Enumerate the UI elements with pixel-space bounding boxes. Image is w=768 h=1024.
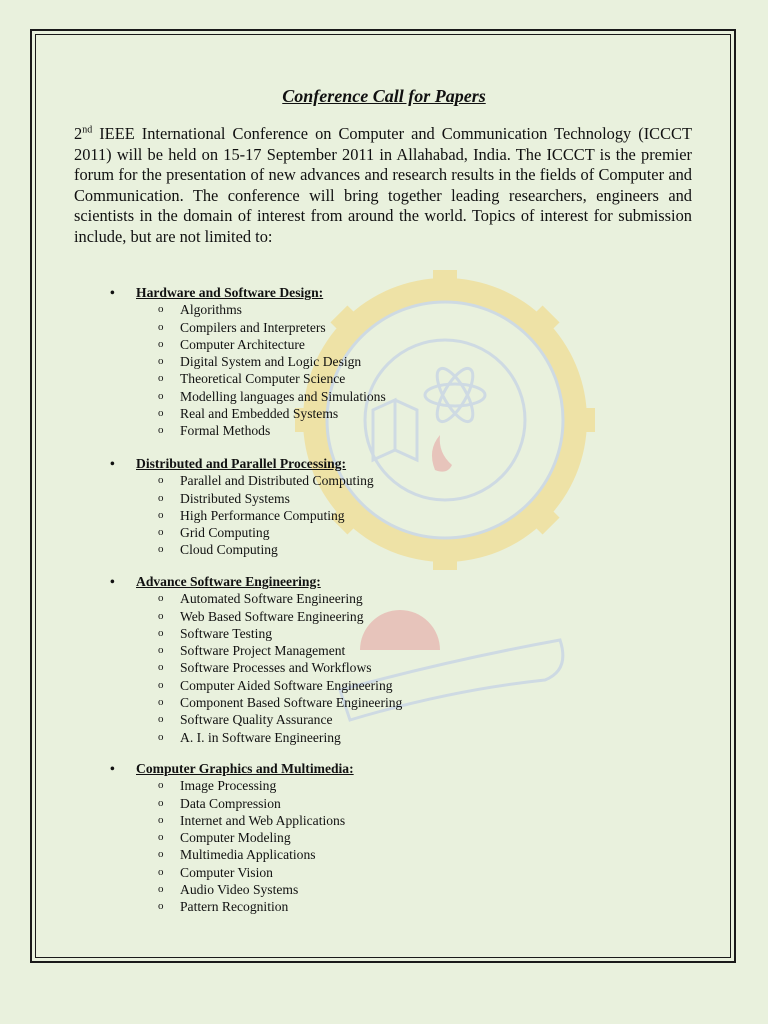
list-item: o Internet and Web Applications	[158, 812, 346, 828]
page-title: Conference Call for Papers	[282, 86, 486, 106]
list-item: o Computer Vision	[158, 864, 273, 880]
section-heading: • Distributed and Parallel Processing:	[110, 456, 347, 471]
list-item: o Algorithms	[158, 302, 242, 318]
bullet-icon: •	[110, 285, 115, 300]
section-software-engineering	[110, 573, 670, 746]
list-item: o Component Based Software Engineering	[158, 695, 403, 711]
list-item: o Grid Computing	[158, 525, 270, 541]
list-item: o Image Processing	[158, 778, 277, 794]
bullet-icon: •	[110, 574, 115, 589]
section-distributed-parallel	[110, 455, 670, 559]
intro-text: IEEE International Conference on Computer and Communication Technology (ICCCT 2011) will be held on 15-17 September 2011 in Allahabad, India. The ICCCT is the premier forum for the presentation of new advances and research results in the fields of Computer and Communication. The conference will bring together leading researchers, engineers and scientists in the domain of interest from around the world. Topics of interest for submission include, but are not limited to:	[74, 124, 692, 246]
section-graphics-multimedia	[110, 760, 670, 916]
list-item: o Software Testing	[158, 625, 273, 641]
list-item: o Computer Aided Software Engineering	[158, 677, 393, 693]
intro-superscript: nd	[82, 124, 93, 136]
list-item: o Digital System and Logic Design	[158, 354, 362, 370]
section-heading: • Hardware and Software Design:	[110, 285, 324, 300]
list-item: o Software Quality Assurance	[158, 712, 333, 728]
list-item: o Computer Architecture	[158, 336, 305, 352]
list-item: o A. I. in Software Engineering	[158, 729, 341, 745]
list-item: o Distributed Systems	[158, 490, 290, 506]
intro-ordinal: 2	[74, 124, 83, 143]
list-item: o Modelling languages and Simulations	[158, 388, 386, 404]
list-item: o Computer Modeling	[158, 830, 291, 846]
list-item: o Real and Embedded Systems	[158, 406, 339, 422]
list-item: o Compilers and Interpreters	[158, 319, 326, 335]
bullet-icon: •	[110, 761, 115, 776]
list-item: o Multimedia Applications	[158, 847, 316, 863]
list-item: o Parallel and Distributed Computing	[158, 473, 374, 489]
list-item: o Software Project Management	[158, 643, 346, 659]
list-item: o Theoretical Computer Science	[158, 371, 346, 387]
section-heading: • Advance Software Engineering:	[110, 574, 321, 589]
list-item: o Cloud Computing	[158, 542, 278, 558]
list-item: o Software Processes and Workflows	[158, 660, 372, 676]
intro-paragraph	[74, 124, 692, 247]
list-item: o Audio Video Systems	[158, 882, 299, 898]
list-item: o Web Based Software Engineering	[158, 608, 364, 624]
list-item: o Automated Software Engineering	[158, 591, 363, 607]
list-item: o Pattern Recognition	[158, 899, 289, 915]
section-hardware-software	[110, 284, 670, 440]
list-item: o Formal Methods	[158, 423, 271, 439]
bullet-icon: •	[110, 456, 115, 471]
list-item: o Data Compression	[158, 795, 281, 811]
section-heading: • Computer Graphics and Multimedia:	[110, 761, 354, 776]
list-item: o High Performance Computing	[158, 507, 345, 523]
